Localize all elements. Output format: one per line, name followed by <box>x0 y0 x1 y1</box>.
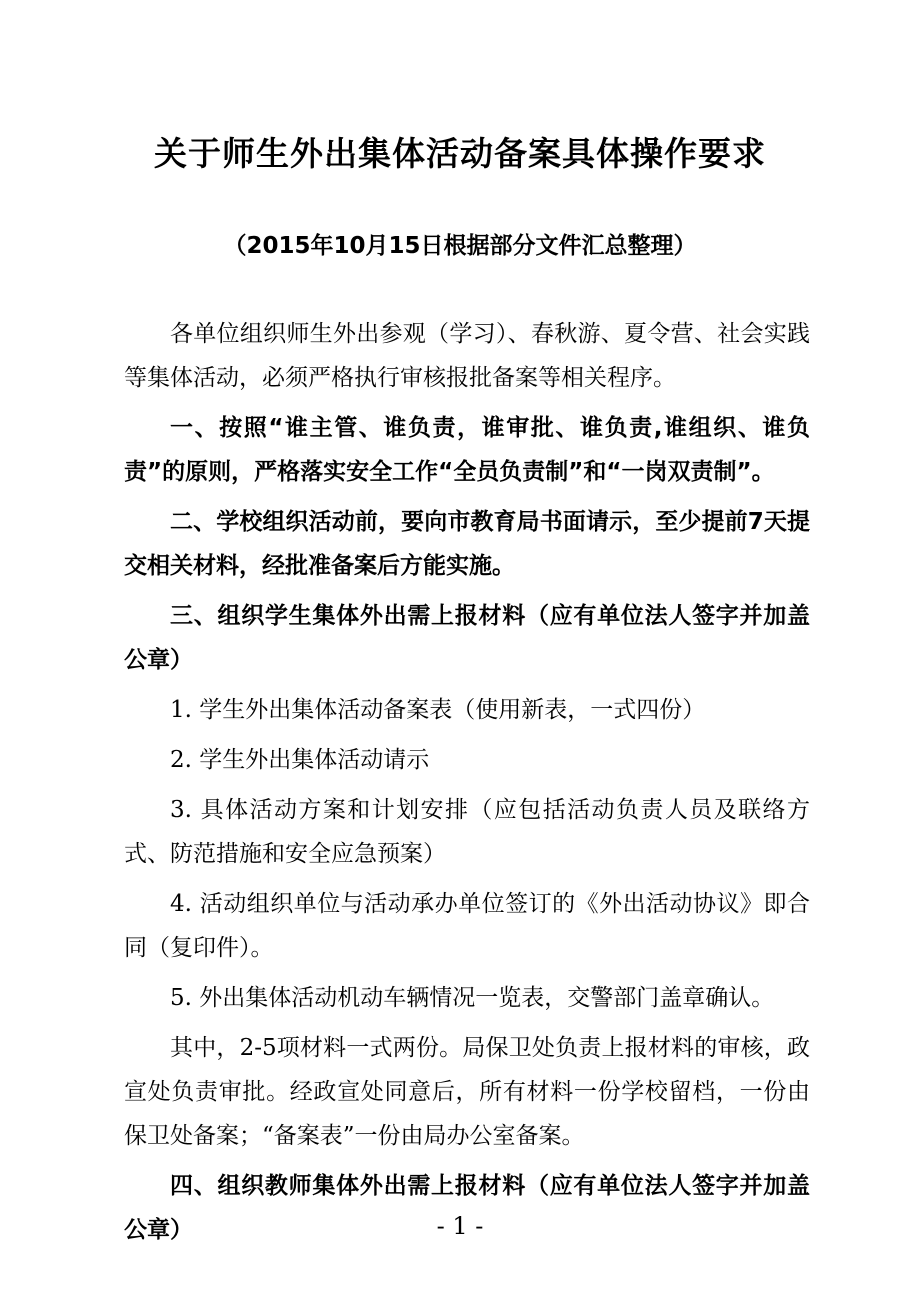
document-title: 关于师生外出集体活动备案具体操作要求 <box>154 134 766 173</box>
document-body <box>124 312 810 1258</box>
list-item-3: 3. 具体活动方案和计划安排（应包括活动负责人员及联络方式、防范措施和安全应急预案） <box>124 797 810 867</box>
paragraph-section-2: 二、学校组织活动前，要向市教育局书面请示，至少提前7天提交相关材料，经批准备案后方能实施。 <box>124 509 810 579</box>
paragraph-intro: 各单位组织师生外出参观（学习）、春秋游、夏令营、社会实践等集体活动，必须严格执行审核报批备案等相关程序。 <box>124 321 810 391</box>
list-item-4: 4. 活动组织单位与活动承办单位签订的《外出活动协议》即合同（复印件）。 <box>124 891 810 961</box>
list-item-1: 1. 学生外出集体活动备案表（使用新表，一式四份） <box>170 697 706 723</box>
paragraph-note: 其中，2-5项材料一式两份。局保卫处负责上报材料的审核，政宣处负责审批。经政宣处同意后，所有材料一份学校留档，一份由保卫处备案；“备案表”一份由局办公室备案。 <box>124 1035 810 1149</box>
paragraph-section-3: 三、组织学生集体外出需上报材料（应有单位法人签字并加盖公章） <box>124 603 810 673</box>
list-item-2: 2. 学生外出集体活动请示 <box>170 747 430 773</box>
page-number: - 1 - <box>436 1212 484 1240</box>
paragraph-section-1: 一、按照“谁主管、谁负责，谁审批、谁负责,谁组织、谁负责”的原则，严格落实安全工作“全员负责制”和“一岗双责制”。 <box>124 415 810 485</box>
paragraph-section-4: 四、组织教师集体外出需上报材料（应有单位法人签字并加盖公章） <box>124 1173 810 1243</box>
list-item-5: 5. 外出集体活动机动车辆情况一览表，交警部门盖章确认。 <box>170 985 775 1011</box>
document-subtitle: （2015年10月15日根据部分文件汇总整理） <box>223 233 697 259</box>
